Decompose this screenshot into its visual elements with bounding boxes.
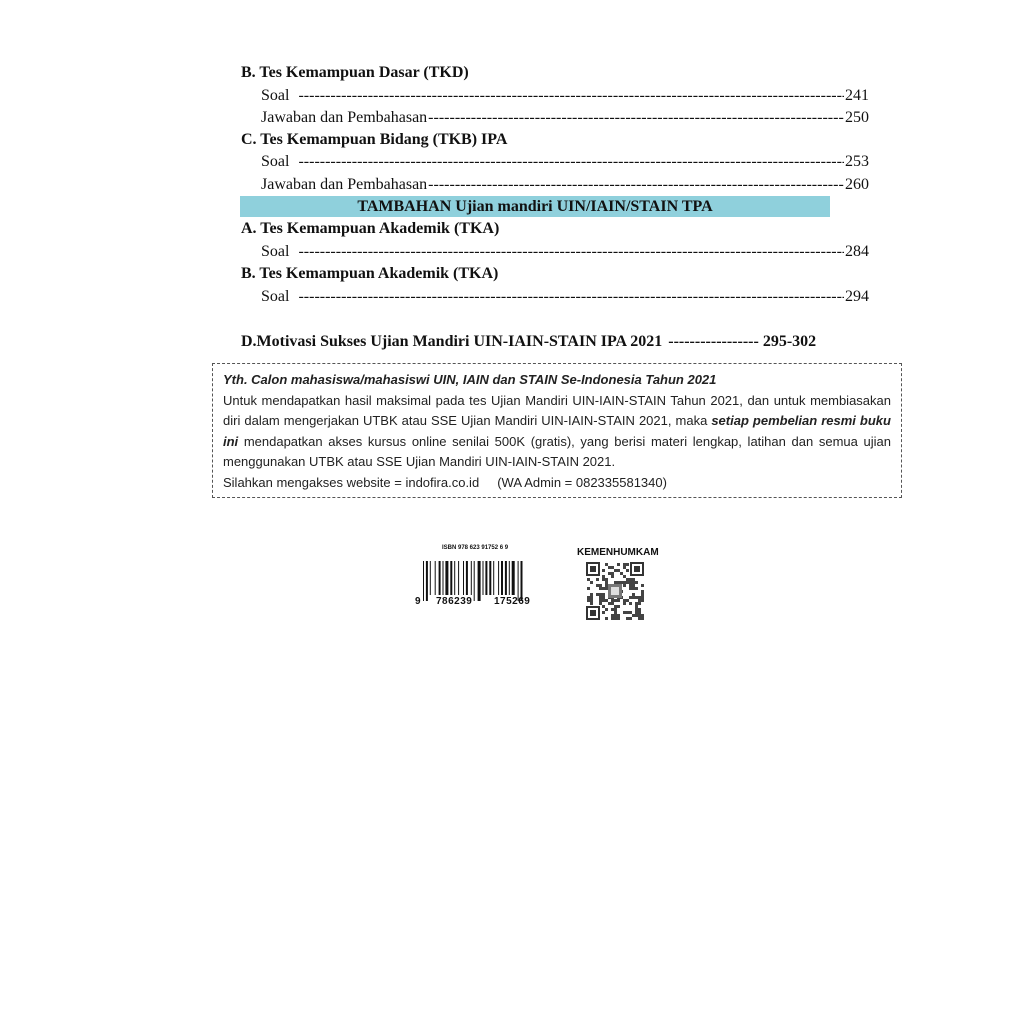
isbn-digits-left: 786239 — [436, 596, 473, 607]
notice-body — [223, 391, 891, 473]
toc-heading-c-tkb: C. Tes Kemampuan Bidang (TKB) IPA — [241, 131, 508, 148]
toc-entry-label: Jawaban dan Pembahasan — [261, 109, 428, 126]
toc-page-number: 294 — [845, 288, 869, 305]
tambahan-banner: TAMBAHAN Ujian mandiri UIN/IAIN/STAIN TPA — [240, 196, 830, 217]
toc-page-number: 260 — [845, 176, 869, 193]
notice-website: Silahkan mengakses website = indofira.co.id (WA Admin = 082335581340) — [223, 474, 667, 490]
toc-entry-tka-b-soal — [261, 287, 869, 307]
toc-page-number: 241 — [845, 87, 869, 104]
toc-entry-tkb-soal — [261, 152, 869, 172]
toc-heading-a-tka: A. Tes Kemampuan Akademik (TKA) — [241, 220, 500, 237]
dot-leader — [428, 108, 844, 128]
toc-page-number: 250 — [845, 109, 869, 126]
toc-entry-label: Soal — [261, 87, 290, 104]
toc-entry-label: Soal — [261, 243, 290, 260]
isbn-digits-right: 175269 — [494, 596, 531, 607]
toc-heading-b-tkd: B. Tes Kemampuan Dasar (TKD) — [241, 64, 469, 81]
toc-entry-d-motivasi — [241, 331, 869, 353]
toc-page-number: 295-302 — [762, 333, 817, 350]
toc-page-number: 253 — [845, 153, 869, 170]
notice-box — [212, 363, 902, 498]
toc-entry-label: Soal — [261, 153, 290, 170]
qr-code-icon — [586, 562, 644, 620]
dot-leader — [298, 152, 844, 172]
dot-leader — [298, 86, 844, 106]
dot-leader — [428, 175, 844, 195]
dot-leader — [298, 242, 844, 262]
toc-entry-tkd-soal — [261, 86, 869, 106]
notice-title: Yth. Calon mahasiswa/mahasiswi UIN, IAIN dan STAIN Se-Indonesia Tahun 2021 — [223, 372, 717, 387]
toc-entry-label: Jawaban dan Pembahasan — [261, 176, 428, 193]
toc-entry-label: D.Motivasi Sukses Ujian Mandiri UIN-IAIN-STAIN IPA 2021 — [241, 333, 663, 350]
qr-caption: KEMENHUMKAM — [577, 547, 659, 558]
toc-entry-tkd-jawaban — [261, 108, 869, 128]
notice-body-text: mendapatkan akses kursus online senilai 500K (gratis), yang berisi materi lengkap, latihan dan semua ujian menggunakan UTBK atau SSE Ujian Mandiri UIN-IAIN-STAIN 2021. — [223, 433, 891, 469]
isbn-caption: ISBN 978 623 91752 6 9 — [442, 545, 509, 551]
toc-entry-label: Soal — [261, 288, 290, 305]
dot-leader: ----------------- — [668, 333, 759, 350]
notice-body-text: Untuk mendapatkan hasil maksimal pada tes Ujian Mandiri UIN-IAIN-STAIN Tahun 2021, dan untuk membiasakan diri dalam mengerjakan UTBK atau SSE Ujian Mandiri UIN-IAIN-STAIN 2021, maka — [223, 392, 891, 428]
toc-entry-tka-a-soal — [261, 242, 869, 262]
dot-leader — [298, 287, 844, 307]
notice-emphasis: setiap pembelian resmi buku ini — [223, 413, 891, 449]
toc-entry-tkb-jawaban — [261, 175, 869, 195]
toc-heading-b-tka: B. Tes Kemampuan Akademik (TKA) — [241, 265, 499, 282]
isbn-digit: 9 — [415, 596, 421, 607]
toc-page-number: 284 — [845, 243, 869, 260]
